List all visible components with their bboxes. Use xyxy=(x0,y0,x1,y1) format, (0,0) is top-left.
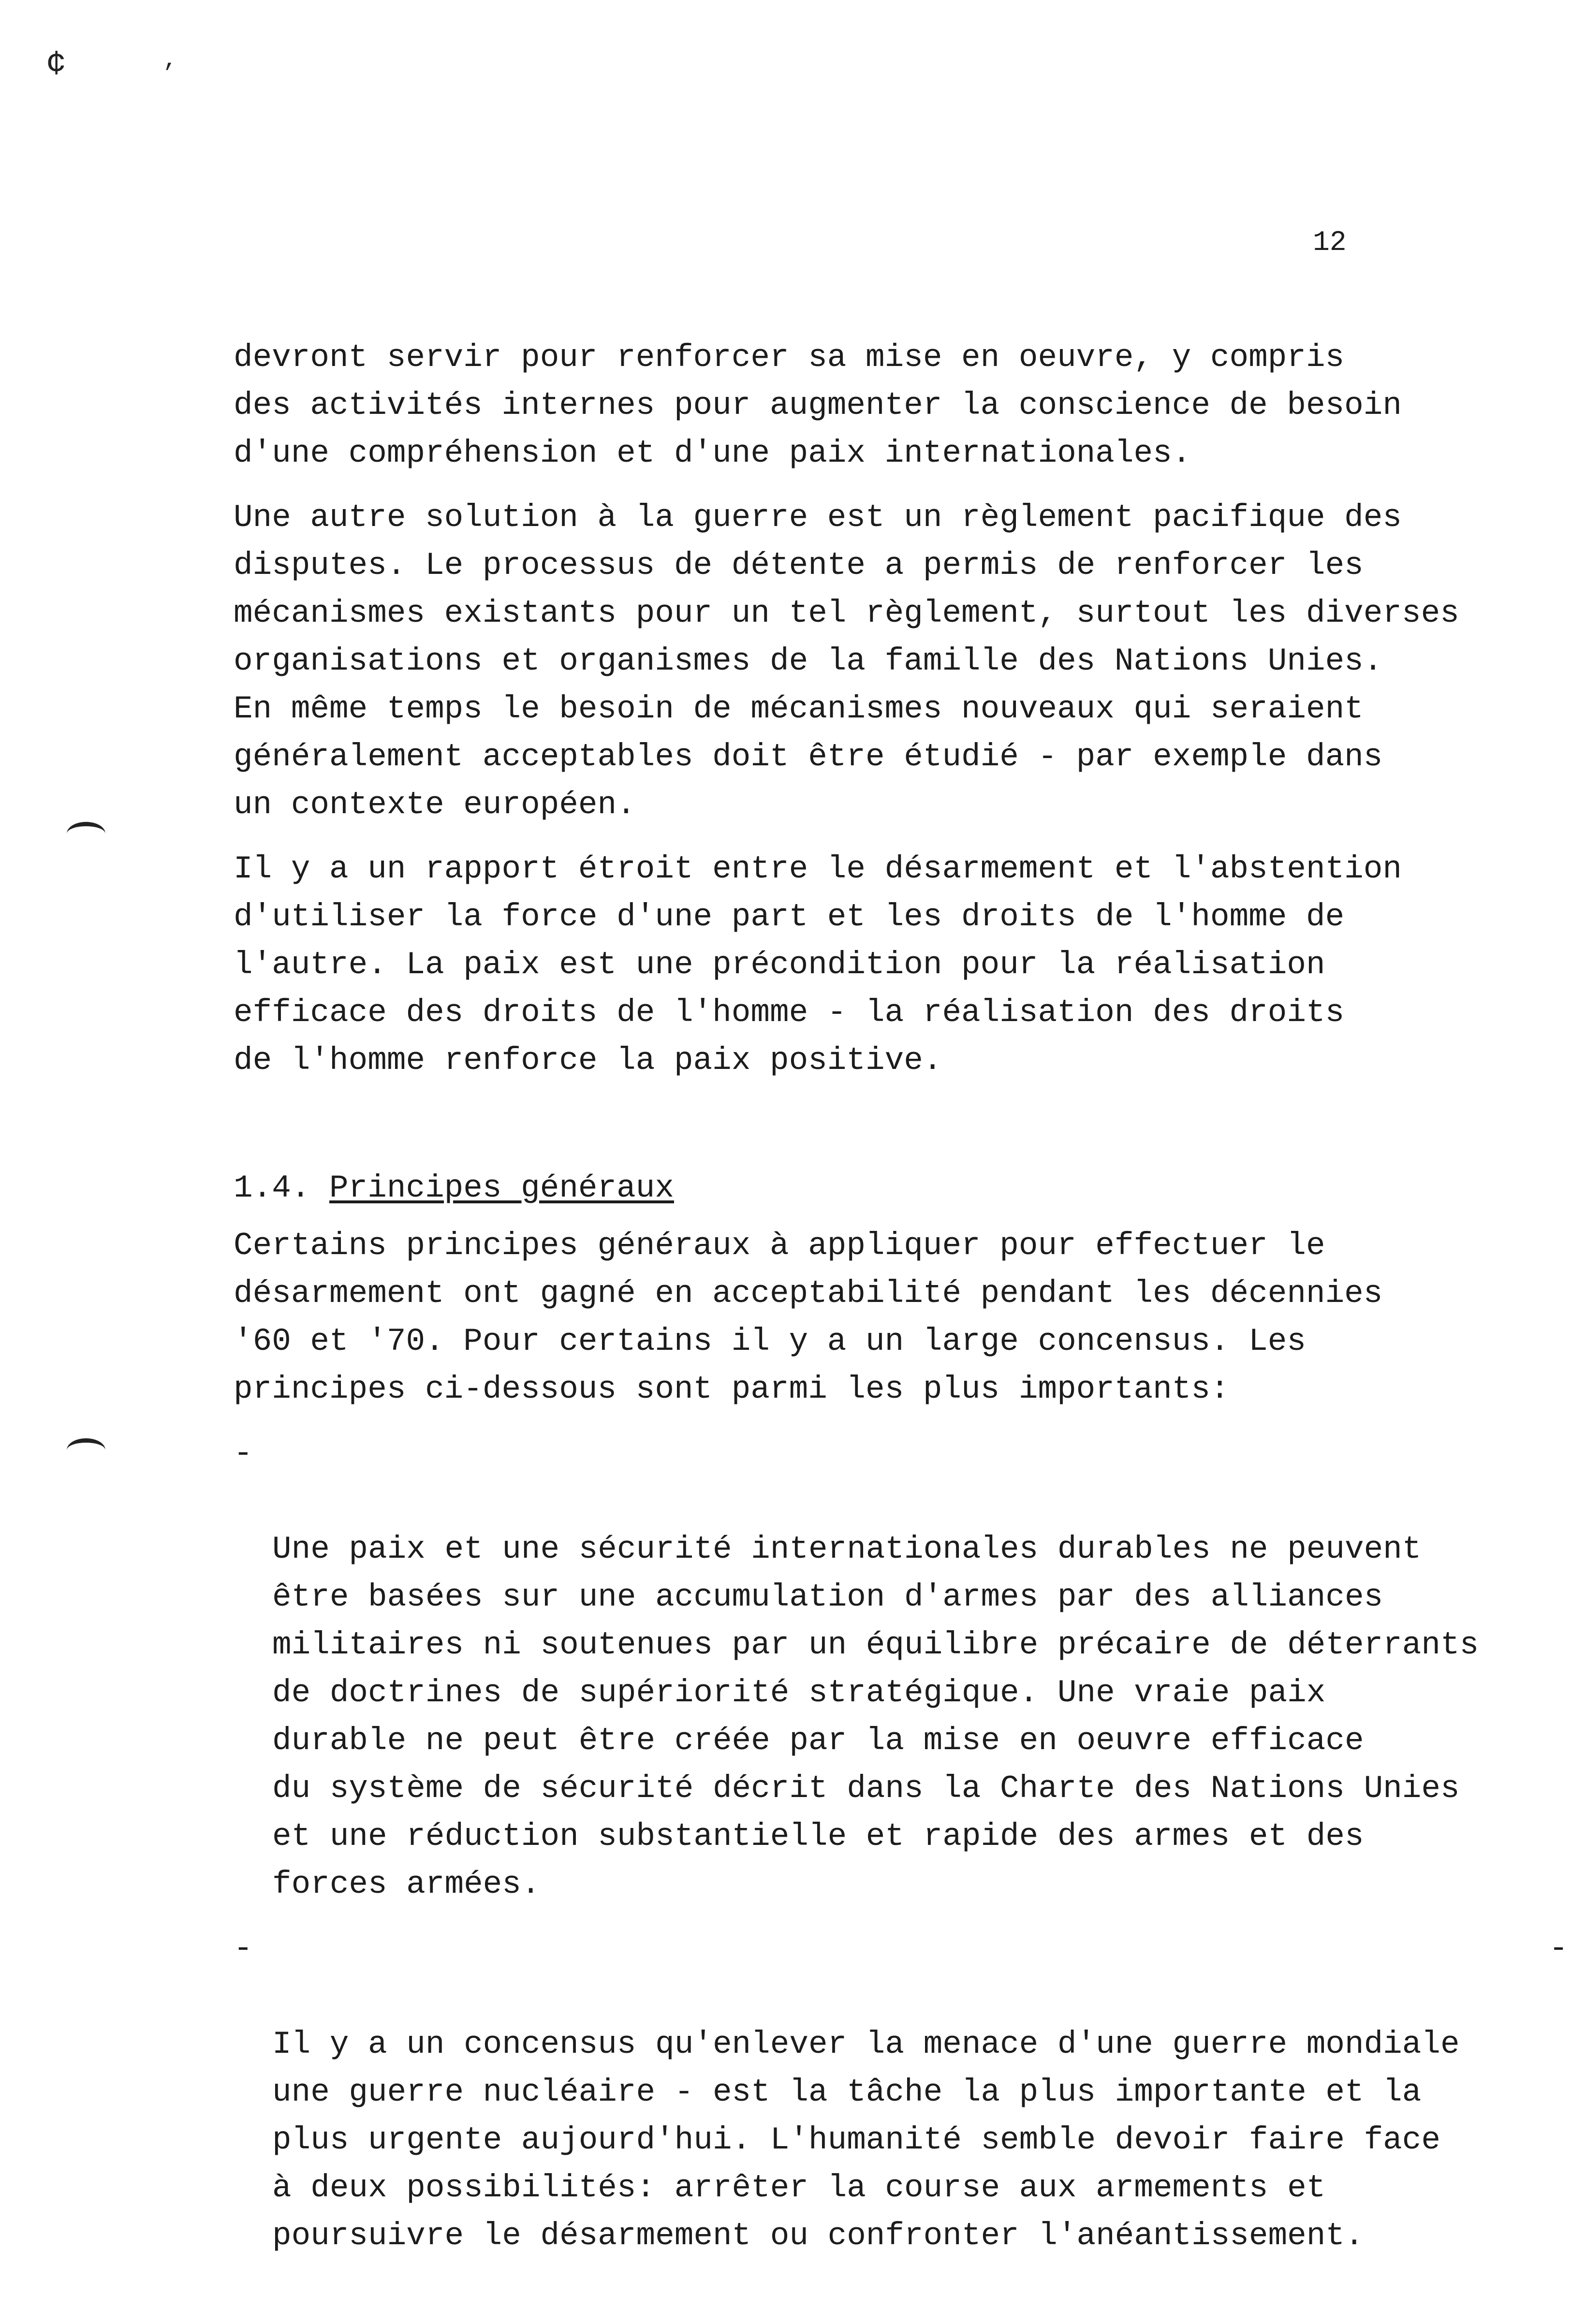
corner-mark-left: ¢ xyxy=(46,46,67,84)
bullet-text: Une paix et une sécurité internationales durables ne peuvent être basées sur une accumulation d'armes par des alliances militaires ni soutenues par un équilibre précaire de déterrants de doctrines de supériorité stratégique. Une vraie paix durable ne peut être créée par la mise en oeuvre efficace du système de sécurité décrit dans la Charte des Nations Unies et une réduction substantielle et rapide des armes et des forces armées. xyxy=(272,1531,1479,1902)
bullet-trailing-dash: - xyxy=(1549,1930,1568,1967)
bullet-marker: - xyxy=(234,1930,253,1967)
paragraph-human-rights: Il y a un rapport étroit entre le désarmement et l'abstention d'utiliser la force d'une part et les droits de l'homme de l'autre. La paix est une précondition pour la réalisation efficace des droits de l'homme - la réalisation des droits de l'homme renforce la paix positive. xyxy=(234,851,1402,1079)
page-number: 12 xyxy=(1313,227,1347,259)
section-number: 1.4. xyxy=(234,1170,310,1206)
section-title: Principes généraux xyxy=(329,1170,674,1206)
paragraph-dispute-settlement: Une autre solution à la guerre est un règlement pacifique des disputes. Le processus de détente a permis de renforcer les mécanismes existants pour un tel règlement, surtout les diverses organisations et organismes de la famille des Nations Unies. En même temps le besoin de mécanismes nouveaux qui seraient généralement acceptables doit être étudié - par exemple dans un contexte européen. xyxy=(234,499,1459,823)
corner-mark-right: ‚ xyxy=(162,46,177,73)
paragraph-continuation: devront servir pour renforcer sa mise en oeuvre, y compris des activités internes pour augmenter la conscience de besoin d'une compréhension et d'une paix internationales. xyxy=(234,339,1402,471)
list-item xyxy=(234,1430,1529,1908)
section-heading xyxy=(234,1164,1529,1212)
page-body xyxy=(234,334,1568,2324)
bullet-text: Il y a un concensus qu'enlever la menace d'une guerre mondiale une guerre nucléaire - est la tâche la plus importante et la plus urgente aujourd'hui. L'humanité semble devoir faire face à deux possibilités: arrêter la course aux armements et poursuivre le désarmement ou confronter l'anéantissement. xyxy=(272,2026,1460,2254)
margin-bracket-mark xyxy=(67,1438,105,1462)
section-intro: Certains principes généraux à appliquer pour effectuer le désarmement ont gagné en acceptabilité pendant les décennies '60 et '70. Pour certains il y a un large concensus. Les principes ci-dessous sont parmi les plus importants: xyxy=(234,1228,1383,1407)
bullet-marker: - xyxy=(234,1435,253,1472)
list-item xyxy=(234,1925,1568,2308)
margin-bracket-mark xyxy=(67,822,105,846)
